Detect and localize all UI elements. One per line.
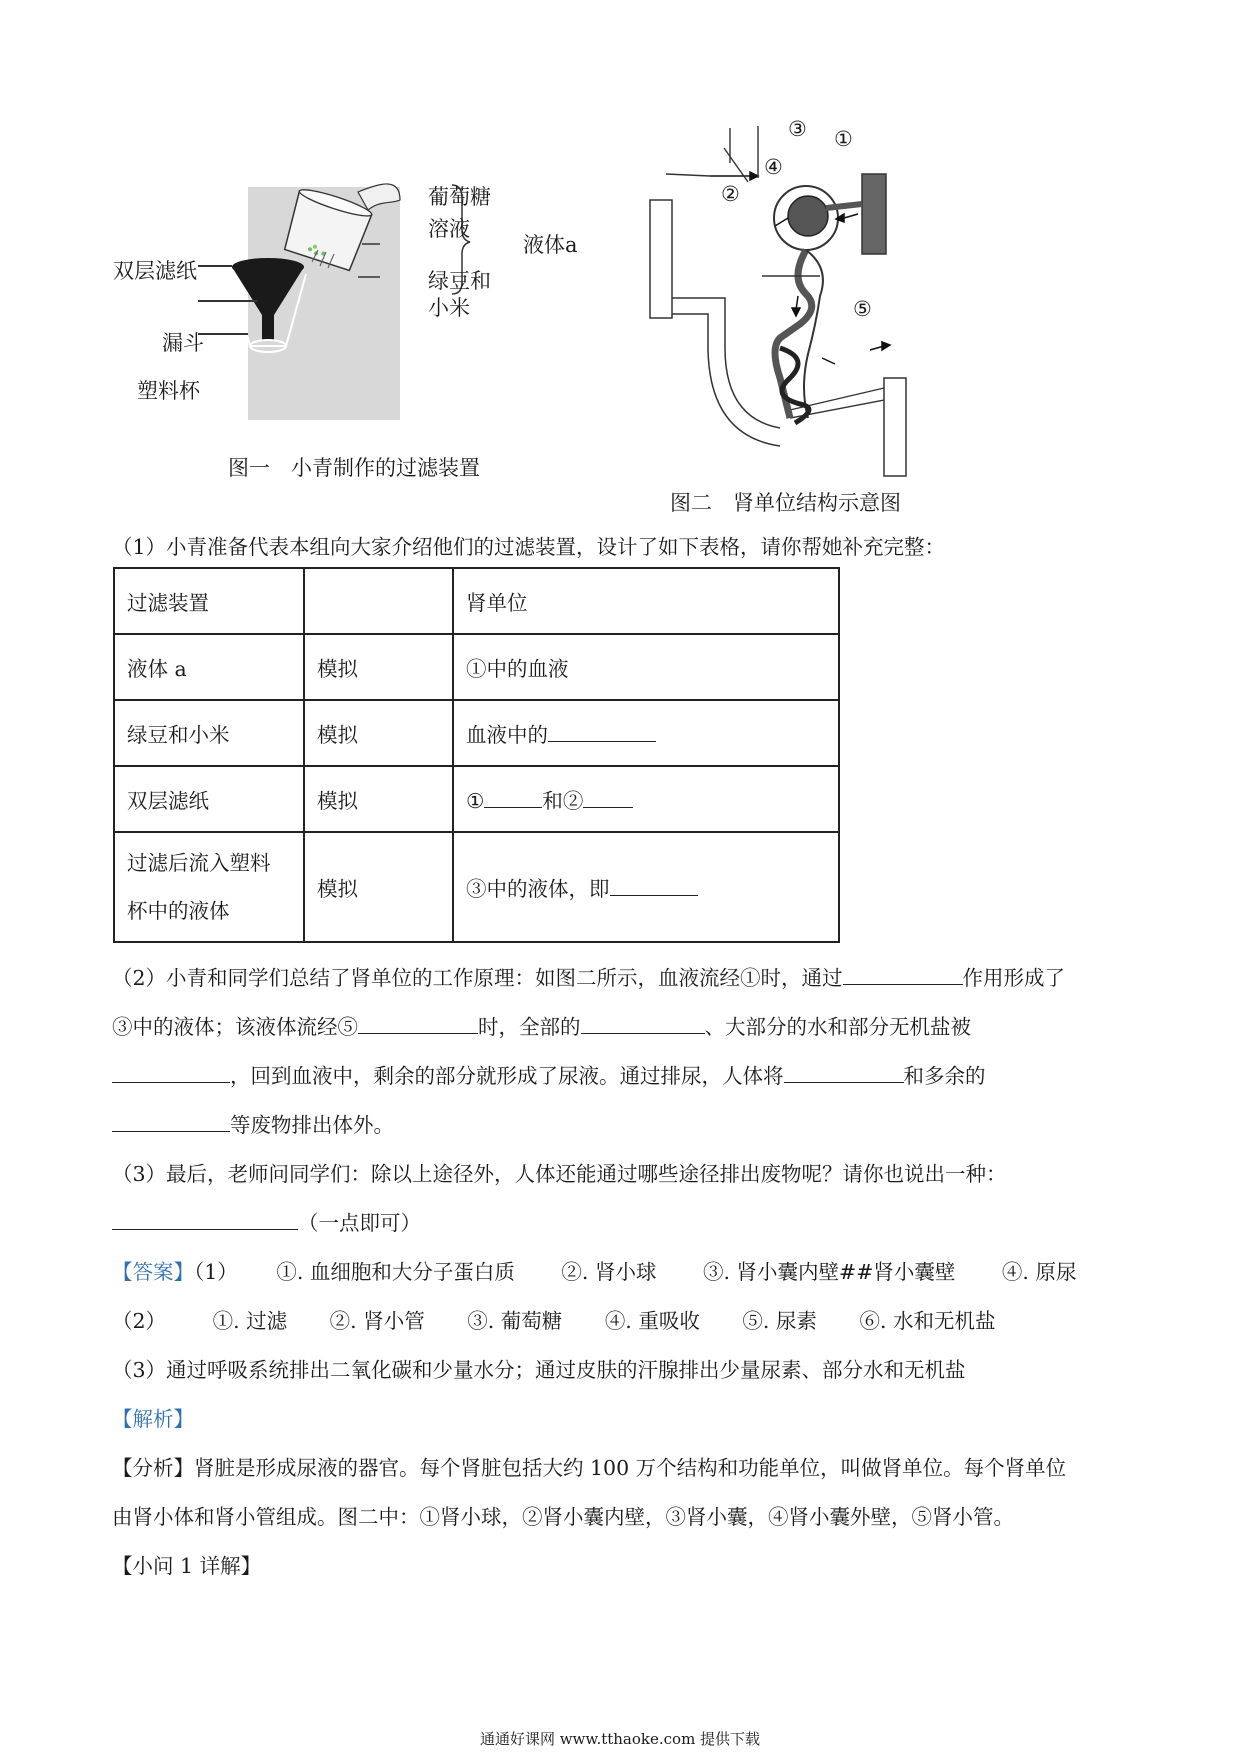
table-row — [114, 634, 839, 700]
table-cell: 双层滤纸 — [114, 766, 304, 832]
cell-text: ③中的液体，即 — [466, 877, 610, 901]
label-beans: 绿豆和 — [428, 269, 491, 293]
table-cell — [453, 766, 839, 832]
label-glucose: 葡萄糖 — [428, 185, 491, 209]
table-cell: ①中的血液 — [453, 634, 839, 700]
answer-blank[interactable] — [548, 719, 656, 742]
text: 时，全部的 — [478, 1015, 581, 1039]
answer-item: ②. 肾小管 — [329, 1309, 425, 1333]
marker-3: ③ — [788, 117, 807, 141]
figure-1-caption: 图一 小青制作的过滤装置 — [228, 456, 480, 480]
answer-blank[interactable] — [784, 1060, 904, 1083]
funnel-stem — [262, 313, 274, 341]
table-row — [114, 832, 839, 942]
table-cell: 绿豆和小米 — [114, 700, 304, 766]
text: ，回到血液中，剩余的部分就形成了尿液。通过排尿，人体将 — [230, 1064, 784, 1088]
analysis-line-2: 由肾小体和肾小管组成。图二中：①肾小球，②肾小囊内壁，③肾小囊，④肾小囊外壁，⑤肾小管。 — [112, 1505, 1014, 1529]
answer-item: ②. 肾小球 — [561, 1260, 657, 1284]
text: 、大部分的水和部分无机盐被 — [704, 1015, 971, 1039]
table-cell: 模拟 — [304, 700, 453, 766]
answer-item: ⑥. 水和无机盐 — [859, 1309, 996, 1333]
answer-blank[interactable] — [484, 785, 542, 808]
table-cell: 过滤装置 — [114, 568, 304, 634]
comparison-table — [113, 567, 840, 943]
answer-blank[interactable] — [581, 1011, 705, 1034]
table-cell — [114, 832, 304, 942]
table-cell: 模拟 — [304, 766, 453, 832]
answer-item: ④. 重吸收 — [604, 1309, 700, 1333]
answer-part-3: （3）通过呼吸系统排出二氧化碳和少量水分；通过皮肤的汗腺排出少量尿素、部分水和无机盐 — [112, 1358, 966, 1382]
question-1-text: （1）小青准备代表本组向大家介绍他们的过滤装置，设计了如下表格，请你帮她补充完整： — [112, 535, 946, 559]
text: （1） — [194, 1260, 238, 1284]
answer-item: ③. 肾小囊内壁##肾小囊壁 — [702, 1260, 956, 1284]
answer-part-2 — [112, 1297, 996, 1346]
table-row — [114, 700, 839, 766]
text: 和多余的 — [903, 1064, 986, 1088]
label-cup: 塑料杯 — [137, 379, 200, 403]
table-cell — [453, 832, 839, 942]
marker-4: ④ — [764, 155, 783, 179]
question-3-line-2 — [112, 1199, 421, 1248]
renal-artery-icon — [862, 174, 886, 254]
analysis-tag: 【解析】 — [112, 1407, 194, 1431]
cell-text: ① — [466, 789, 485, 813]
text: （2） — [112, 1309, 167, 1333]
question-3-line-1: （3）最后，老师问同学们：除以上途径外，人体还能通过哪些途径排出废物呢？请你也说出一种： — [112, 1162, 1007, 1186]
analysis-line-1: 【分析】肾脏是形成尿液的器官。每个肾脏包括大约 100 万个结构和功能单位，叫做肾单位。每个肾单位 — [112, 1456, 1067, 1480]
label-solution: 溶液 — [428, 217, 470, 241]
table-cell: 液体 a — [114, 634, 304, 700]
label-liquid-a: 液体a — [523, 233, 578, 257]
cell-text: 过滤后流入塑料 — [127, 851, 271, 875]
page-footer: 通通好课网 www.tthaoke.com 提供下载 — [479, 1730, 761, 1748]
answer-item: ④. 原尿 — [1001, 1260, 1077, 1284]
glomerulus-icon — [788, 196, 828, 236]
text: （一点即可） — [298, 1211, 421, 1235]
table-cell: 肾单位 — [453, 568, 839, 634]
cell-text: 血液中的 — [466, 723, 548, 747]
answer-item: ①. 过滤 — [212, 1309, 288, 1333]
question-2-line-3 — [112, 1052, 986, 1101]
text: ③中的液体；该液体流经⑤ — [112, 1015, 358, 1039]
answer-blank[interactable] — [583, 785, 633, 808]
text: 作用形成了 — [962, 966, 1066, 990]
marker-1: ① — [834, 127, 853, 151]
cell-text: 和② — [542, 789, 584, 813]
figure-2-caption: 图二 肾单位结构示意图 — [670, 491, 901, 515]
text: （2）小青和同学们总结了肾单位的工作原理：如图二所示，血液流经①时，通过 — [112, 966, 843, 990]
label-filter-paper: 双层滤纸 — [113, 259, 197, 283]
text: 等废物排出体外。 — [230, 1113, 394, 1137]
table-cell: 模拟 — [304, 634, 453, 700]
answer-blank[interactable] — [358, 1011, 478, 1034]
analysis-line-3: 【小问 1 详解】 — [112, 1554, 262, 1578]
collecting-duct-icon — [650, 200, 672, 318]
answer-blank[interactable] — [112, 1060, 230, 1083]
table-cell: 模拟 — [304, 832, 453, 942]
answer-item: ①. 血细胞和大分子蛋白质 — [276, 1260, 515, 1284]
renal-vein-icon — [884, 378, 906, 476]
answer-part-1 — [112, 1248, 1076, 1297]
table-cell — [304, 568, 453, 634]
answer-blank[interactable] — [112, 1109, 230, 1132]
answer-blank[interactable] — [610, 873, 698, 896]
answer-tag: 【答案】 — [112, 1260, 194, 1284]
question-2-line-4 — [112, 1101, 394, 1150]
marker-2: ② — [721, 182, 740, 206]
question-2-line-2 — [112, 1003, 971, 1052]
table-cell — [453, 700, 839, 766]
label-millet: 小米 — [428, 296, 470, 320]
answer-blank[interactable] — [112, 1207, 298, 1230]
answer-item: ③. 葡萄糖 — [467, 1309, 563, 1333]
label-funnel: 漏斗 — [162, 331, 204, 355]
answer-item: ⑤. 尿素 — [742, 1309, 817, 1333]
cell-text: 杯中的液体 — [127, 899, 230, 923]
table-row — [114, 766, 839, 832]
marker-5: ⑤ — [853, 297, 872, 321]
answer-blank[interactable] — [843, 962, 963, 985]
question-2-line-1 — [112, 954, 1065, 1003]
table-row — [114, 568, 839, 634]
